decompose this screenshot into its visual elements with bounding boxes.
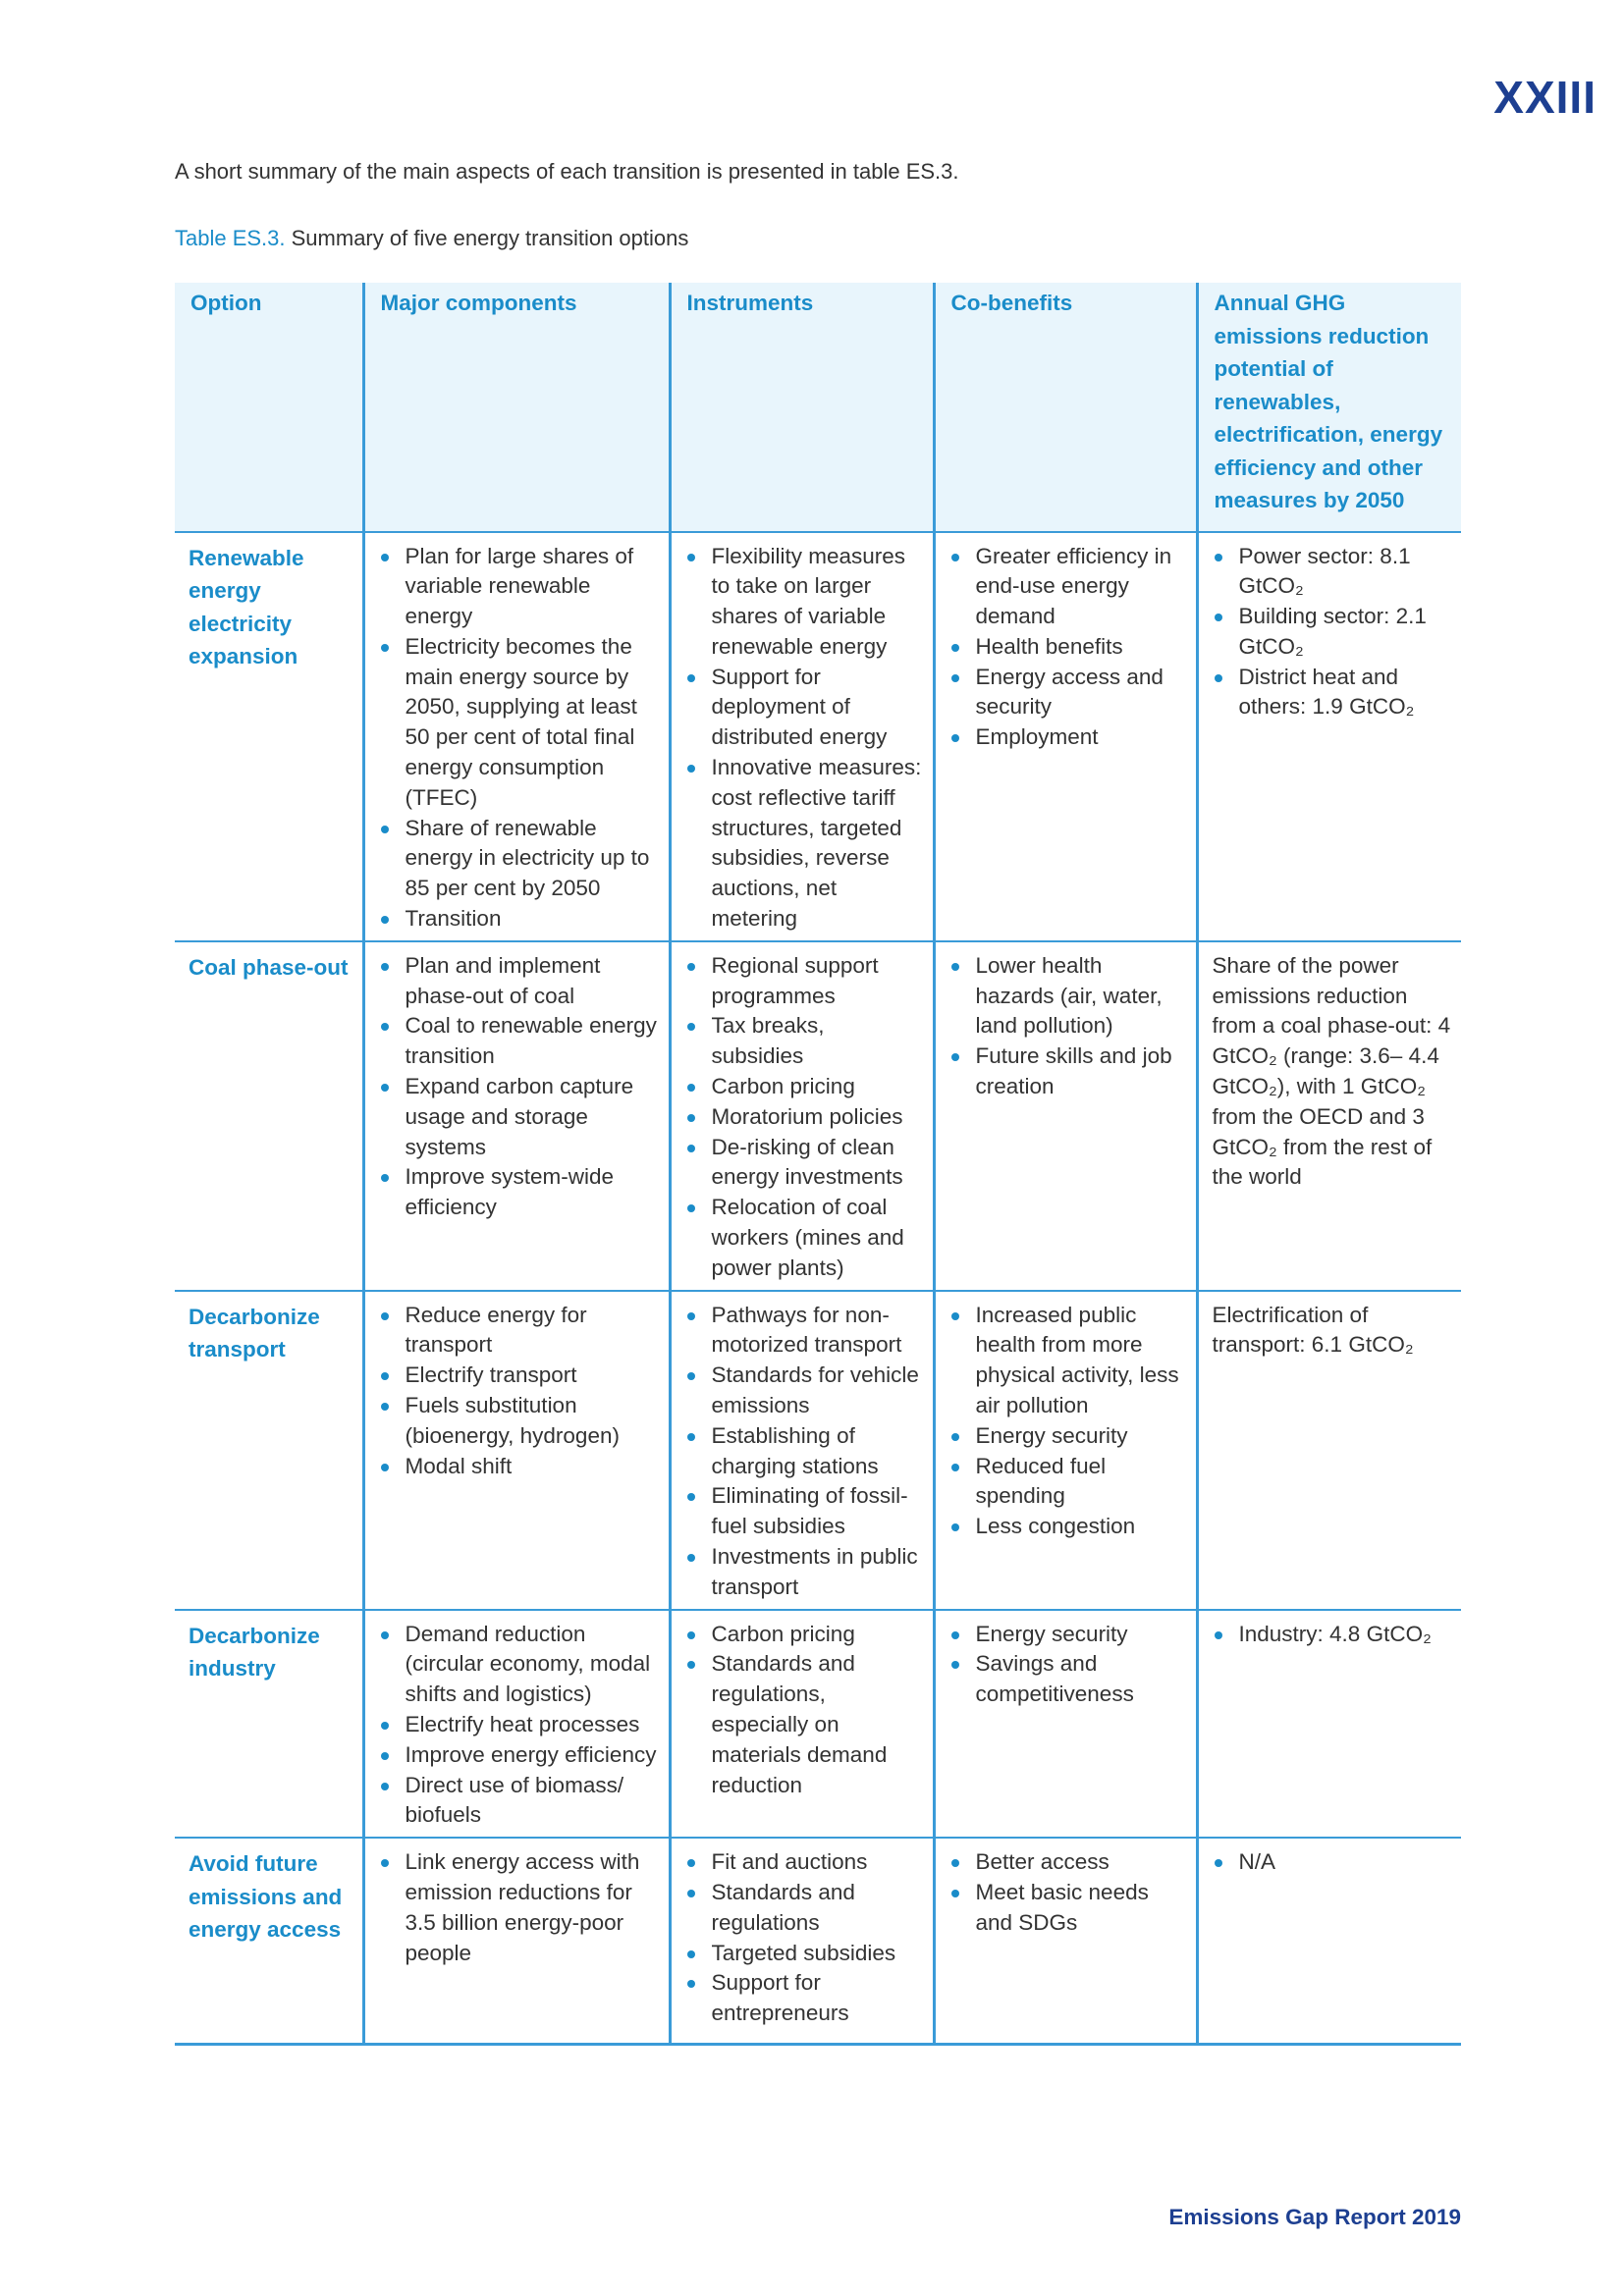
list-item: Investments in public transport	[685, 1542, 923, 1603]
list-item: Standards and regulations, especially on materials demand reduction	[685, 1649, 923, 1800]
list-item: Transition	[379, 904, 659, 934]
header-reduction-potential: Annual GHG emissions reduction potential of renewables, electrification, energy efficiency and other measures by 2050	[1197, 283, 1461, 532]
components-cell	[363, 1610, 670, 1839]
list-item: Building sector: 2.1 GtCO₂	[1213, 602, 1452, 663]
components-cell	[363, 532, 670, 941]
cobenefits-cell	[934, 1838, 1197, 2044]
cobenefits-cell	[934, 1291, 1197, 1610]
option-cell: Decarbonize industry	[175, 1610, 363, 1839]
summary-table	[175, 283, 1461, 2046]
list-item: Eliminating of fossil-fuel subsidies	[685, 1481, 923, 1542]
table-row	[175, 1838, 1461, 2044]
list-item: Energy security	[949, 1620, 1186, 1650]
list-item: Targeted subsidies	[685, 1939, 923, 1969]
list-item: Improve system-wide efficiency	[379, 1162, 659, 1223]
table-row	[175, 1610, 1461, 1839]
list-item: Fit and auctions	[685, 1847, 923, 1878]
list-item: Plan and implement phase-out of coal	[379, 951, 659, 1012]
list-item: Power sector: 8.1 GtCO₂	[1213, 542, 1452, 603]
reduction-cell: Electrification of transport: 6.1 GtCO₂	[1197, 1291, 1461, 1610]
list-item: Industry: 4.8 GtCO₂	[1213, 1620, 1452, 1650]
list-item: Pathways for non-motorized transport	[685, 1301, 923, 1362]
list-item: Share of renewable energy in electricity up to 85 per cent by 2050	[379, 814, 659, 904]
list-item: Increased public health from more physical activity, less air pollution	[949, 1301, 1186, 1421]
components-cell	[363, 941, 670, 1291]
reduction-cell	[1197, 1610, 1461, 1839]
table-row	[175, 532, 1461, 941]
list-item: Support for deployment of distributed energy	[685, 663, 923, 753]
header-major-components: Major components	[363, 283, 670, 532]
list-item: Employment	[949, 722, 1186, 753]
list-item: Energy security	[949, 1421, 1186, 1452]
list-item: Expand carbon capture usage and storage systems	[379, 1072, 659, 1162]
list-item: Electrify transport	[379, 1361, 659, 1391]
list-item: Energy access and security	[949, 663, 1186, 723]
list-item: District heat and others: 1.9 GtCO₂	[1213, 663, 1452, 723]
cobenefits-cell	[934, 1610, 1197, 1839]
list-item: Lower health hazards (air, water, land pollution)	[949, 951, 1186, 1041]
components-cell	[363, 1291, 670, 1610]
list-item: Improve energy efficiency	[379, 1740, 659, 1771]
table-caption-label: Table ES.3.	[175, 226, 286, 250]
list-item: Less congestion	[949, 1512, 1186, 1542]
list-item: Electricity becomes the main energy source by 2050, supplying at least 50 per cent of total final energy consumption (TFEC)	[379, 632, 659, 814]
cobenefits-cell	[934, 532, 1197, 941]
option-cell: Avoid future emissions and energy access	[175, 1838, 363, 2044]
list-item: Moratorium policies	[685, 1102, 923, 1133]
header-option: Option	[175, 283, 363, 532]
table-caption-text: Summary of five energy transition options	[285, 226, 689, 250]
list-item: De-risking of clean energy investments	[685, 1133, 923, 1194]
reduction-cell: Share of the power emissions reduction from a coal phase-out: 4 GtCO₂ (range: 3.6– 4.4 GtCO₂), with 1 GtCO₂ from the OECD and 3 GtCO₂ from the rest of the world	[1197, 941, 1461, 1291]
list-item: Link energy access with emission reductions for 3.5 billion energy-poor people	[379, 1847, 659, 1968]
instruments-cell	[670, 532, 934, 941]
option-cell: Renewable energy electricity expansion	[175, 532, 363, 941]
reduction-cell	[1197, 532, 1461, 941]
list-item: Modal shift	[379, 1452, 659, 1482]
list-item: Meet basic needs and SDGs	[949, 1878, 1186, 1939]
list-item: Support for entrepreneurs	[685, 1968, 923, 2029]
list-item: Regional support programmes	[685, 951, 923, 1012]
instruments-cell	[670, 1610, 934, 1839]
list-item: Establishing of charging stations	[685, 1421, 923, 1482]
list-item: Better access	[949, 1847, 1186, 1878]
instruments-cell	[670, 1838, 934, 2044]
reduction-cell	[1197, 1838, 1461, 2044]
table-caption	[175, 226, 688, 251]
page-number: XXIII	[1493, 72, 1597, 123]
option-cell: Decarbonize transport	[175, 1291, 363, 1610]
list-item: Savings and competitiveness	[949, 1649, 1186, 1710]
list-item: Greater efficiency in end-use energy demand	[949, 542, 1186, 632]
report-title-footer: Emissions Gap Report 2019	[1168, 2205, 1461, 2229]
table-row	[175, 941, 1461, 1291]
cobenefits-cell	[934, 941, 1197, 1291]
list-item: Plan for large shares of variable renewable energy	[379, 542, 659, 632]
list-item: Standards for vehicle emissions	[685, 1361, 923, 1421]
table-header-row	[175, 283, 1461, 532]
list-item: Carbon pricing	[685, 1620, 923, 1650]
instruments-cell	[670, 941, 934, 1291]
table-row	[175, 1291, 1461, 1610]
list-item: Reduced fuel spending	[949, 1452, 1186, 1513]
list-item: Carbon pricing	[685, 1072, 923, 1102]
list-item: Electrify heat processes	[379, 1710, 659, 1740]
list-item: Health benefits	[949, 632, 1186, 663]
header-instruments: Instruments	[670, 283, 934, 532]
intro-paragraph: A short summary of the main aspects of each transition is presented in table ES.3.	[175, 159, 959, 184]
list-item: Tax breaks, subsidies	[685, 1011, 923, 1072]
instruments-cell	[670, 1291, 934, 1610]
list-item: Direct use of biomass/ biofuels	[379, 1771, 659, 1832]
header-co-benefits: Co-benefits	[934, 283, 1197, 532]
list-item: Future skills and job creation	[949, 1041, 1186, 1102]
list-item: Standards and regulations	[685, 1878, 923, 1939]
list-item: Reduce energy for transport	[379, 1301, 659, 1362]
list-item: Innovative measures: cost reflective tariff structures, targeted subsidies, reverse auctions, net metering	[685, 753, 923, 934]
list-item: Fuels substitution (bioenergy, hydrogen)	[379, 1391, 659, 1452]
option-cell: Coal phase-out	[175, 941, 363, 1291]
list-item: Coal to renewable energy transition	[379, 1011, 659, 1072]
list-item: Relocation of coal workers (mines and power plants)	[685, 1193, 923, 1283]
components-cell	[363, 1838, 670, 2044]
list-item: N/A	[1213, 1847, 1452, 1878]
list-item: Demand reduction (circular economy, modal shifts and logistics)	[379, 1620, 659, 1710]
list-item: Flexibility measures to take on larger shares of variable renewable energy	[685, 542, 923, 663]
